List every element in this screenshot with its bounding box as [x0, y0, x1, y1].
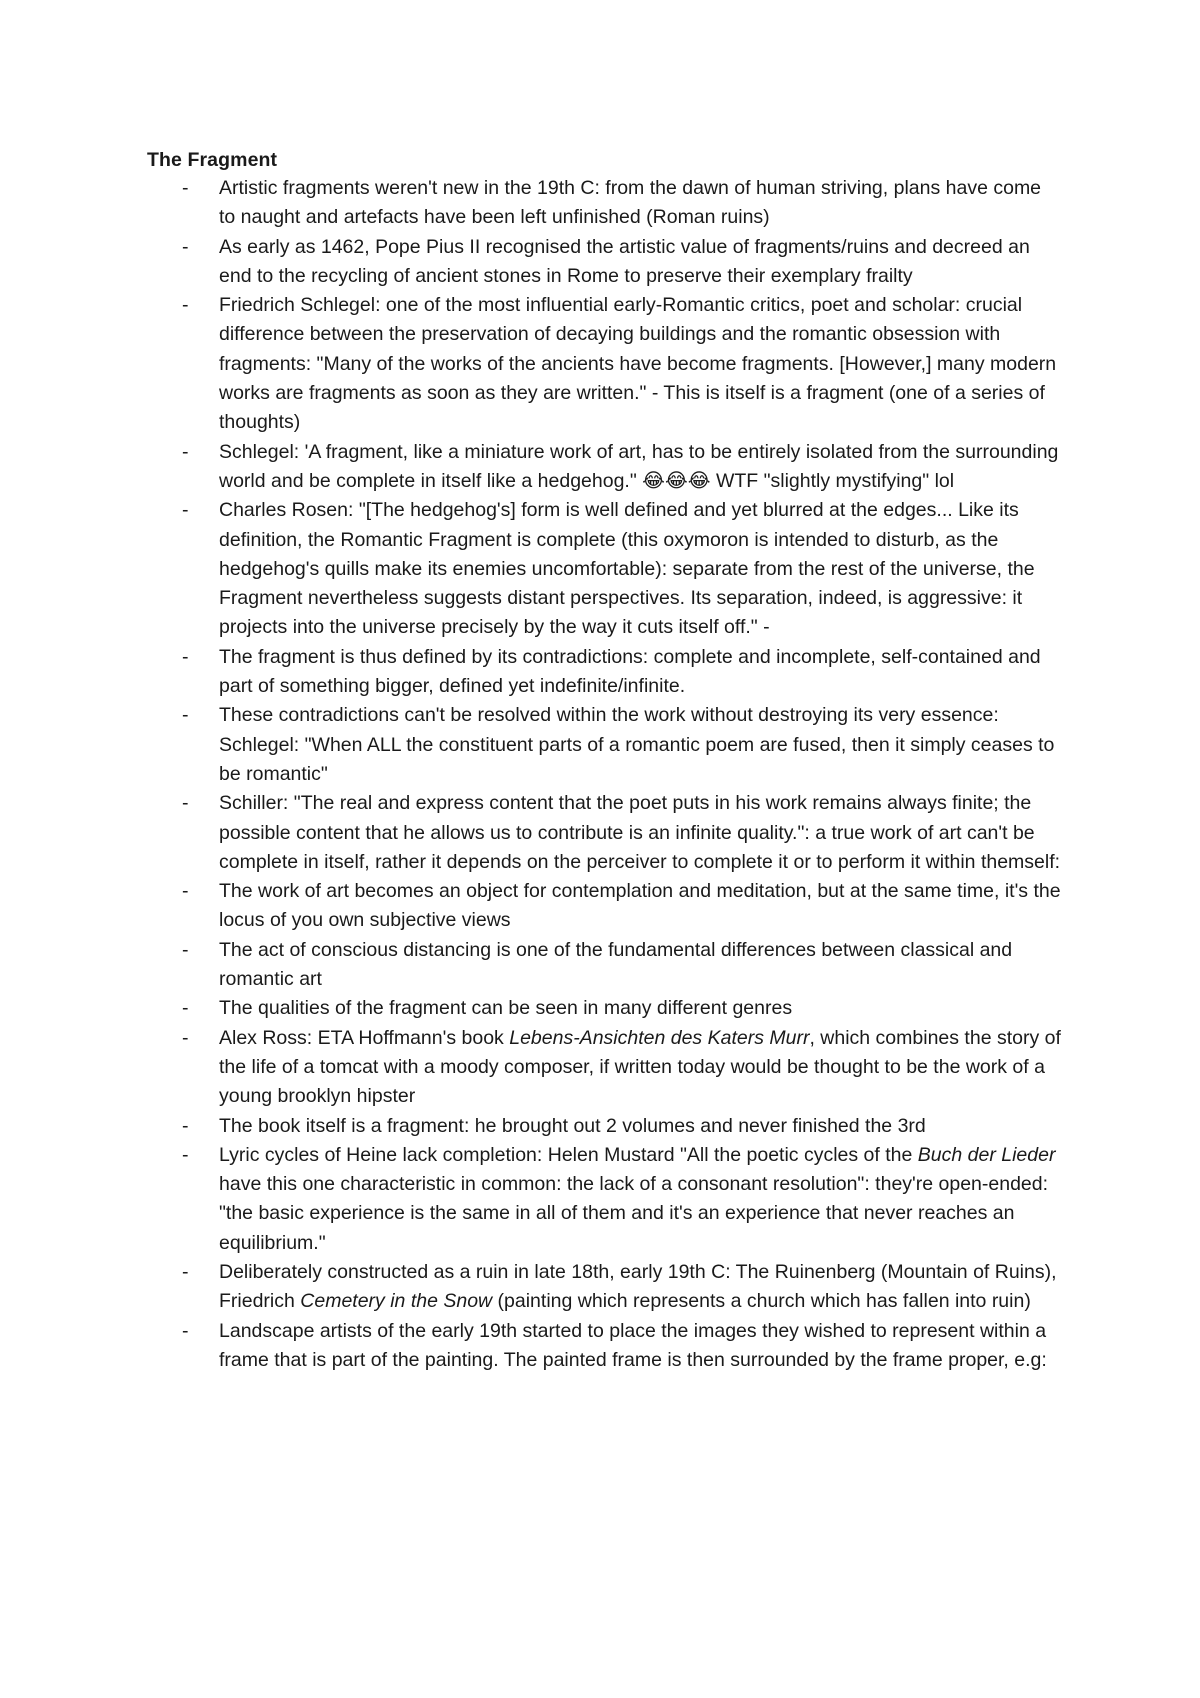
text-segment: The fragment is thus defined by its contradictions: complete and incomplete, self-contained and part of something bigger, defined yet indefinite/infinite. [219, 645, 1041, 698]
list-item [182, 701, 1062, 789]
text-segment: As early as 1462, Pope Pius II recognised the artistic value of fragments/ruins and decreed an end to the recycling of ancient stones in Rome to preserve their exemplary frailty [219, 235, 1030, 287]
text-segment: , which combines the story of the life of a tomcat with a moody composer, if written today would be thought to be the work of a young brooklyn hipster [219, 1026, 1061, 1108]
text-segment: The work of art becomes an object for contemplation and meditation, but at the same time, it's the locus of you own subjective views [219, 880, 1061, 932]
list-item-text [219, 1261, 1057, 1312]
list-item [182, 643, 1062, 702]
italic-title: Buch der Lieder [917, 1143, 1056, 1166]
list-item-text [219, 997, 792, 1019]
list-item-text [219, 646, 1041, 697]
list-item-text [219, 1027, 1061, 1108]
list-item-text [219, 880, 1061, 931]
text-segment: The book itself is a fragment: he brought out 2 volumes and never finished the 3rd [219, 1114, 926, 1137]
bullet-dash: - [182, 294, 189, 317]
text-segment: Friedrich Schlegel: one of the most influential early-Romantic critics, poet and scholar: crucial difference between the preservation of decaying buildings and the romantic obsession with fragments: "Many of the works of the ancients have become fragments. [However,] many modern works are fragments as soon as they are written." - This is itself is a fragment (one of a series of thoughts) [219, 294, 1057, 434]
text-segment: Landscape artists of the early 19th started to place the images they wished to represent within a frame that is part of the painting. The painted frame is then surrounded by the frame proper, e.g: [219, 1319, 1047, 1371]
bullet-dash: - [182, 1143, 189, 1166]
bullet-dash: - [182, 1114, 189, 1137]
list-item [182, 233, 1062, 292]
text-segment: Charles Rosen: "[The hedgehog's] form is well defined and yet blurred at the edges... Like its definition, the Romantic Fragment is complete (this oxymoron is intended to disturb, as the hedgehog's quills make its enemies uncomfortable): separate from the rest of the universe, the Fragment nevertheless suggests distant perspectives. Its separation, indeed, is aggressive: it projects into the universe precisely by the way it cuts itself off." - [219, 499, 1035, 639]
list-item-text [219, 939, 1012, 990]
document-title: The Fragment [147, 149, 278, 171]
list-item [182, 1258, 1062, 1317]
list-item [182, 936, 1062, 995]
list-item-text [219, 704, 1054, 785]
bullet-dash: - [182, 997, 189, 1020]
list-item-text [219, 1115, 926, 1137]
list-item [182, 496, 1062, 642]
list-item [182, 877, 1062, 936]
bullet-dash: - [182, 235, 189, 258]
text-segment: Deliberately constructed as a ruin in late 18th, early 19th C: The Ruinenberg (Mountain of Ruins), Friedrich [219, 1260, 1057, 1313]
italic-title: Lebens-Ansichten des Katers Murr [509, 1026, 810, 1049]
text-segment: Alex Ross: ETA Hoffmann's book [219, 1026, 510, 1049]
bullet-dash: - [182, 440, 189, 463]
text-segment: Schiller: "The real and express content that the poet puts in his work remains always finite; the possible content that he allows us to contribute is an infinite quality.": a true work of art can't be complete in itself, rather it depends on the perceiver to complete it or to perform it within themself: [219, 792, 1061, 873]
bullet-dash: - [182, 880, 189, 903]
italic-title: Cemetery in the Snow [300, 1290, 493, 1313]
list-item-text [219, 1320, 1047, 1371]
list-item-text [219, 792, 1060, 873]
notes-list [182, 174, 1062, 1375]
bullet-dash: - [182, 792, 189, 815]
bullet-dash: - [182, 938, 189, 961]
list-item [182, 1024, 1062, 1112]
list-item [182, 789, 1062, 877]
bullet-dash: - [182, 704, 189, 727]
text-segment: The qualities of the fragment can be seen in many different genres [219, 997, 793, 1020]
list-item [182, 174, 1062, 233]
list-item [182, 1112, 1062, 1141]
list-item-text [219, 499, 1035, 638]
text-segment: (painting which represents a church which has fallen into ruin) [492, 1290, 1031, 1313]
bullet-dash: - [182, 177, 189, 199]
list-item [182, 1141, 1062, 1258]
bullet-dash: - [182, 1260, 189, 1283]
text-segment: Artistic fragments weren't new in the 19th C: from the dawn of human striving, plans have come to naught and artefacts have been left unfinished (Roman ruins) [219, 177, 1042, 229]
list-item-text [219, 236, 1030, 287]
list-item [182, 1317, 1062, 1376]
list-item-text [219, 441, 1058, 492]
text-segment: These contradictions can't be resolved within the work without destroying its very essence: Schlegel: "When ALL the constituent parts of a romantic poem are fused, then it simply ceases to be romantic" [219, 704, 1055, 785]
text-segment: Lyric cycles of Heine lack completion: Helen Mustard "All the poetic cycles of the [219, 1143, 918, 1166]
text-segment: The act of conscious distancing is one of the fundamental differences between classical and romantic art [219, 938, 1013, 991]
list-item-text [219, 294, 1056, 433]
list-item-text [219, 177, 1041, 228]
list-item [182, 438, 1062, 497]
text-segment: Schlegel: 'A fragment, like a miniature work of art, has to be entirely isolated from the surrounding world and be complete in itself like a hedgehog." 😂😂😂 WTF "slightly mystifying" lol [219, 440, 1059, 492]
list-item-text [219, 1144, 1055, 1254]
bullet-dash: - [182, 645, 189, 668]
list-item [182, 291, 1062, 437]
bullet-dash: - [182, 1026, 189, 1049]
list-item [182, 994, 1062, 1023]
bullet-dash: - [182, 499, 189, 522]
text-segment: have this one characteristic in common: the lack of a consonant resolution": they're open-ended: "the basic experience is the same in all of them and it's an experience that never reaches an equilibrium." [219, 1173, 1049, 1254]
bullet-dash: - [182, 1319, 189, 1342]
